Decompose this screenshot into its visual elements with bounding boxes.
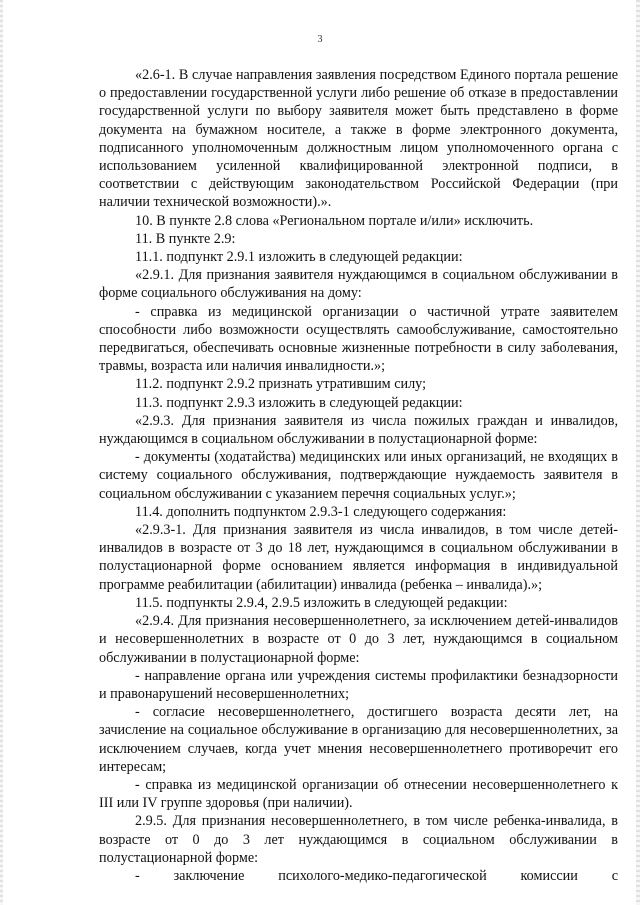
paragraph: - документы (ходатайства) медицинских или иных организаций, не входящих в систему социального обслуживания, подтверждающие нуждаемость заявителя в социальном обслуживании с указанием перечня социальных услуг.»; [99, 449, 618, 502]
paragraph: «2.9.1. Для признания заявителя нуждающимся в социальном обслуживании в форме социального обслуживания на дому: [99, 267, 618, 302]
paragraph: 11.2. подпункт 2.9.2 признать утратившим силу; [135, 376, 427, 393]
paragraph: 2.9.5. Для признания несовершеннолетнего, в том числе ребенка-инвалида, в возрасте от 0 до 3 лет нуждающимся в социальном обслуживании в полустационарной форме: [99, 813, 618, 866]
paragraph: - справка из медицинской организации об отнесении несовершеннолетнего к III или IV группе здоровья (при наличии). [99, 776, 618, 812]
paragraph: «2.9.3. Для признания заявителя из числа пожилых граждан и инвалидов, нуждающимся в социальном обслуживании в полустационарной форме: [99, 412, 618, 448]
paragraph: 11.5. подпункты 2.9.4, 2.9.5 изложить в следующей редакции: [135, 594, 508, 611]
paragraph: - согласие несовершеннолетнего, достигшего возраста десяти лет, на зачисление на социальное обслуживание в организацию для несовершеннолетних, за исключением случаев, когда учет мнения несовершеннолетнего противоречит его интересам; [99, 704, 618, 775]
paragraph: «2.9.3-1. Для признания заявителя из числа инвалидов, в том числе детей-инвалидов в возрасте от 3 до 18 лет, нуждающимся в социальном обслуживании в полустационарной форме основанием является информация в индивидуальной программе реабилитации (абилитации) инвалида (ребенка – инвалида).»; [99, 522, 618, 593]
paragraph: 11.1. подпункт 2.9.1 изложить в следующей редакции: [135, 249, 463, 266]
paragraph: 10. В пункте 2.8 слова «Региональном портале и/или» исключить. [135, 212, 534, 229]
paragraph: - направление органа или учреждения системы профилактики безнадзорности и правонарушений несовершеннолетних; [99, 667, 618, 702]
paragraph: 11.3. подпункт 2.9.3 изложить в следующей редакции: [135, 394, 463, 411]
paragraph: 11. В пункте 2.9: [135, 230, 236, 247]
document-body [99, 66, 618, 885]
paragraph: 11.4. дополнить подпунктом 2.9.3-1 следующего содержания: [135, 503, 507, 520]
paragraph: «2.6-1. В случае направления заявления посредством Единого портала решение о предоставлении государственной услуги либо решение об отказе в предоставлении государственной услуги по выбору заявителя может быть представлено в форме документа на бумажном носителе, а также в форме электронного документа, подписанного уполномоченным должностным лицом уполномоченного органа с использованием усиленной квалифицированной электронной подписи, в соответствии с действующим законодательством Российской Федерации (при наличии технической возможности).». [99, 67, 618, 211]
scan-edge-right [636, 0, 640, 905]
paragraph: - справка из медицинской организации о частичной утрате заявителем способности либо возможности осуществлять самообслуживание, самостоятельно передвигаться, обеспечивать основные жизненные потребности в силу заболевания, травмы, возраста или наличия инвалидности.»; [99, 303, 618, 375]
scan-edge-left [0, 0, 3, 905]
paragraph: «2.9.4. Для признания несовершеннолетнего, за исключением детей-инвалидов и несовершеннолетних в возрасте от 0 до 3 лет, нуждающимся в социальном обслуживании в полустационарной форме: [99, 613, 618, 666]
page-number: 3 [317, 34, 323, 45]
paragraph: - заключение психолого-медико-педагогической комиссии с [135, 867, 618, 884]
